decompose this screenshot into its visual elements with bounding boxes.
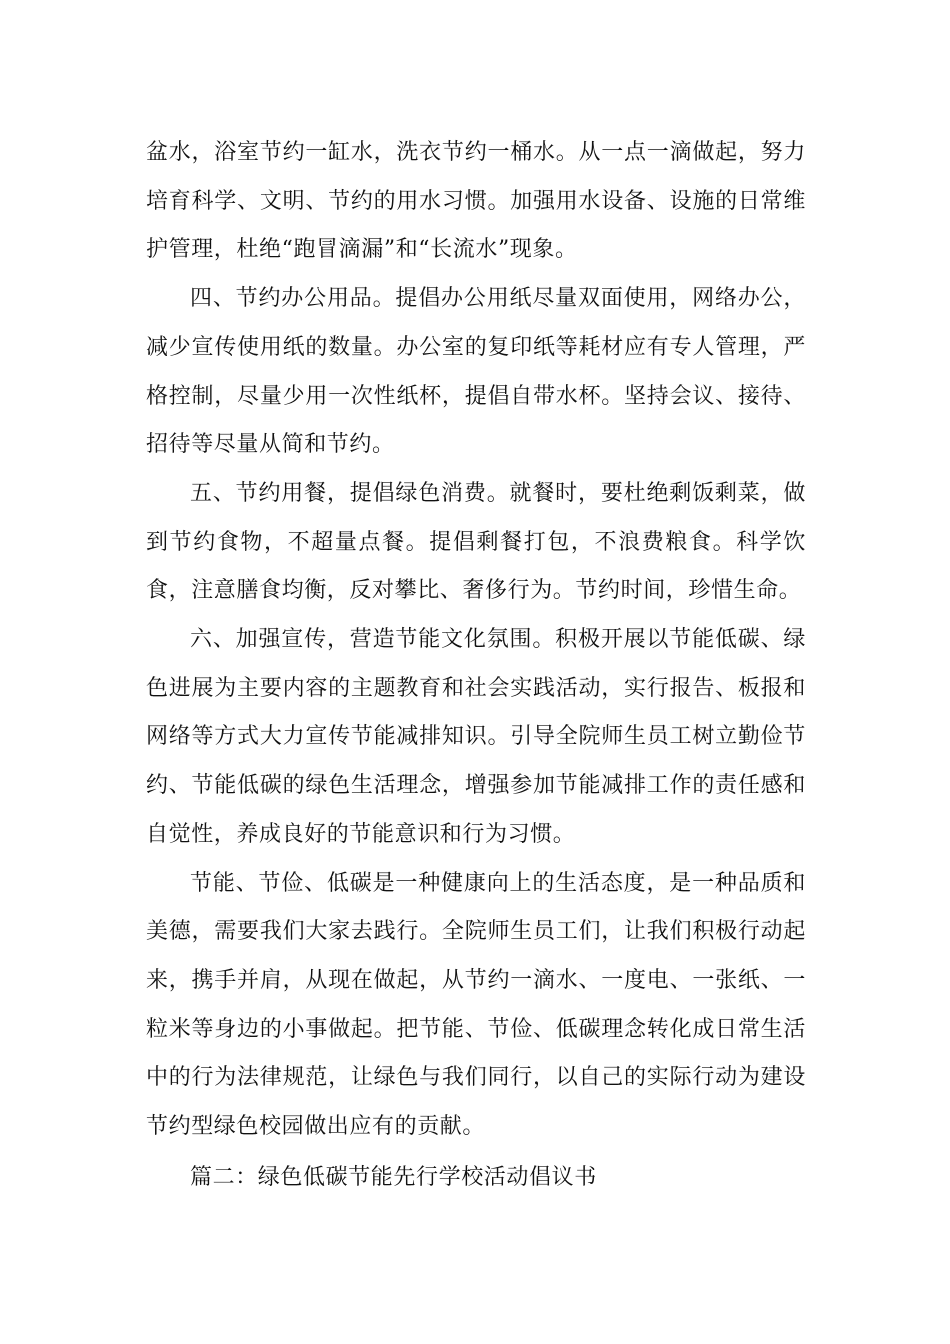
section-heading-part-two: 篇二：绿色低碳节能先行学校活动倡议书 — [190, 1164, 597, 1190]
paragraph-office-supplies: 四、节约办公用品。提倡办公用纸尽量双面使用，网络办公，减少宣传使用纸的数量。办公室的复印纸等耗材应有专人管理，严格控制，尽量少用一次性纸杯，提倡自带水杯。坚持会议、接待、招待等尽量从简和节约。 — [146, 286, 806, 458]
document-body — [146, 129, 806, 1202]
paragraph-publicity: 六、加强宣传，营造节能文化氛围。积极开展以节能低碳、绿色进展为主要内容的主题教育和社会实践活动，实行报告、板报和网络等方式大力宣传节能减排知识。引导全院师生员工树立勤俭节约、节能低碳的绿色生活理念，增强参加节能减排工作的责任感和自觉性，养成良好的节能意识和行为习惯。 — [146, 627, 806, 847]
paragraph-closing: 节能、节俭、低碳是一种健康向上的生活态度，是一种品质和美德，需要我们大家去践行。全院师生员工们，让我们积极行动起来，携手并肩，从现在做起，从节约一滴水、一度电、一张纸、一粒米等身边的小事做起。把节能、节俭、低碳理念转化成日常生活中的行为法律规范，让绿色与我们同行，以自己的实际行动为建设节约型绿色校园做出应有的贡献。 — [146, 870, 806, 1140]
paragraph-water-saving-continued: 盆水，浴室节约一缸水，洗衣节约一桶水。从一点一滴做起，努力培育科学、文明、节约的用水习惯。加强用水设备、设施的日常维护管理，杜绝“跑冒滴漏”和“长流水”现象。 — [146, 140, 806, 263]
paragraph-dining: 五、节约用餐，提倡绿色消费。就餐时，要杜绝剩饭剩菜，做到节约食物，不超量点餐。提倡剩餐打包，不浪费粮食。科学饮食，注意膳食均衡，反对攀比、奢侈行为。节约时间，珍惜生命。 — [146, 480, 806, 604]
